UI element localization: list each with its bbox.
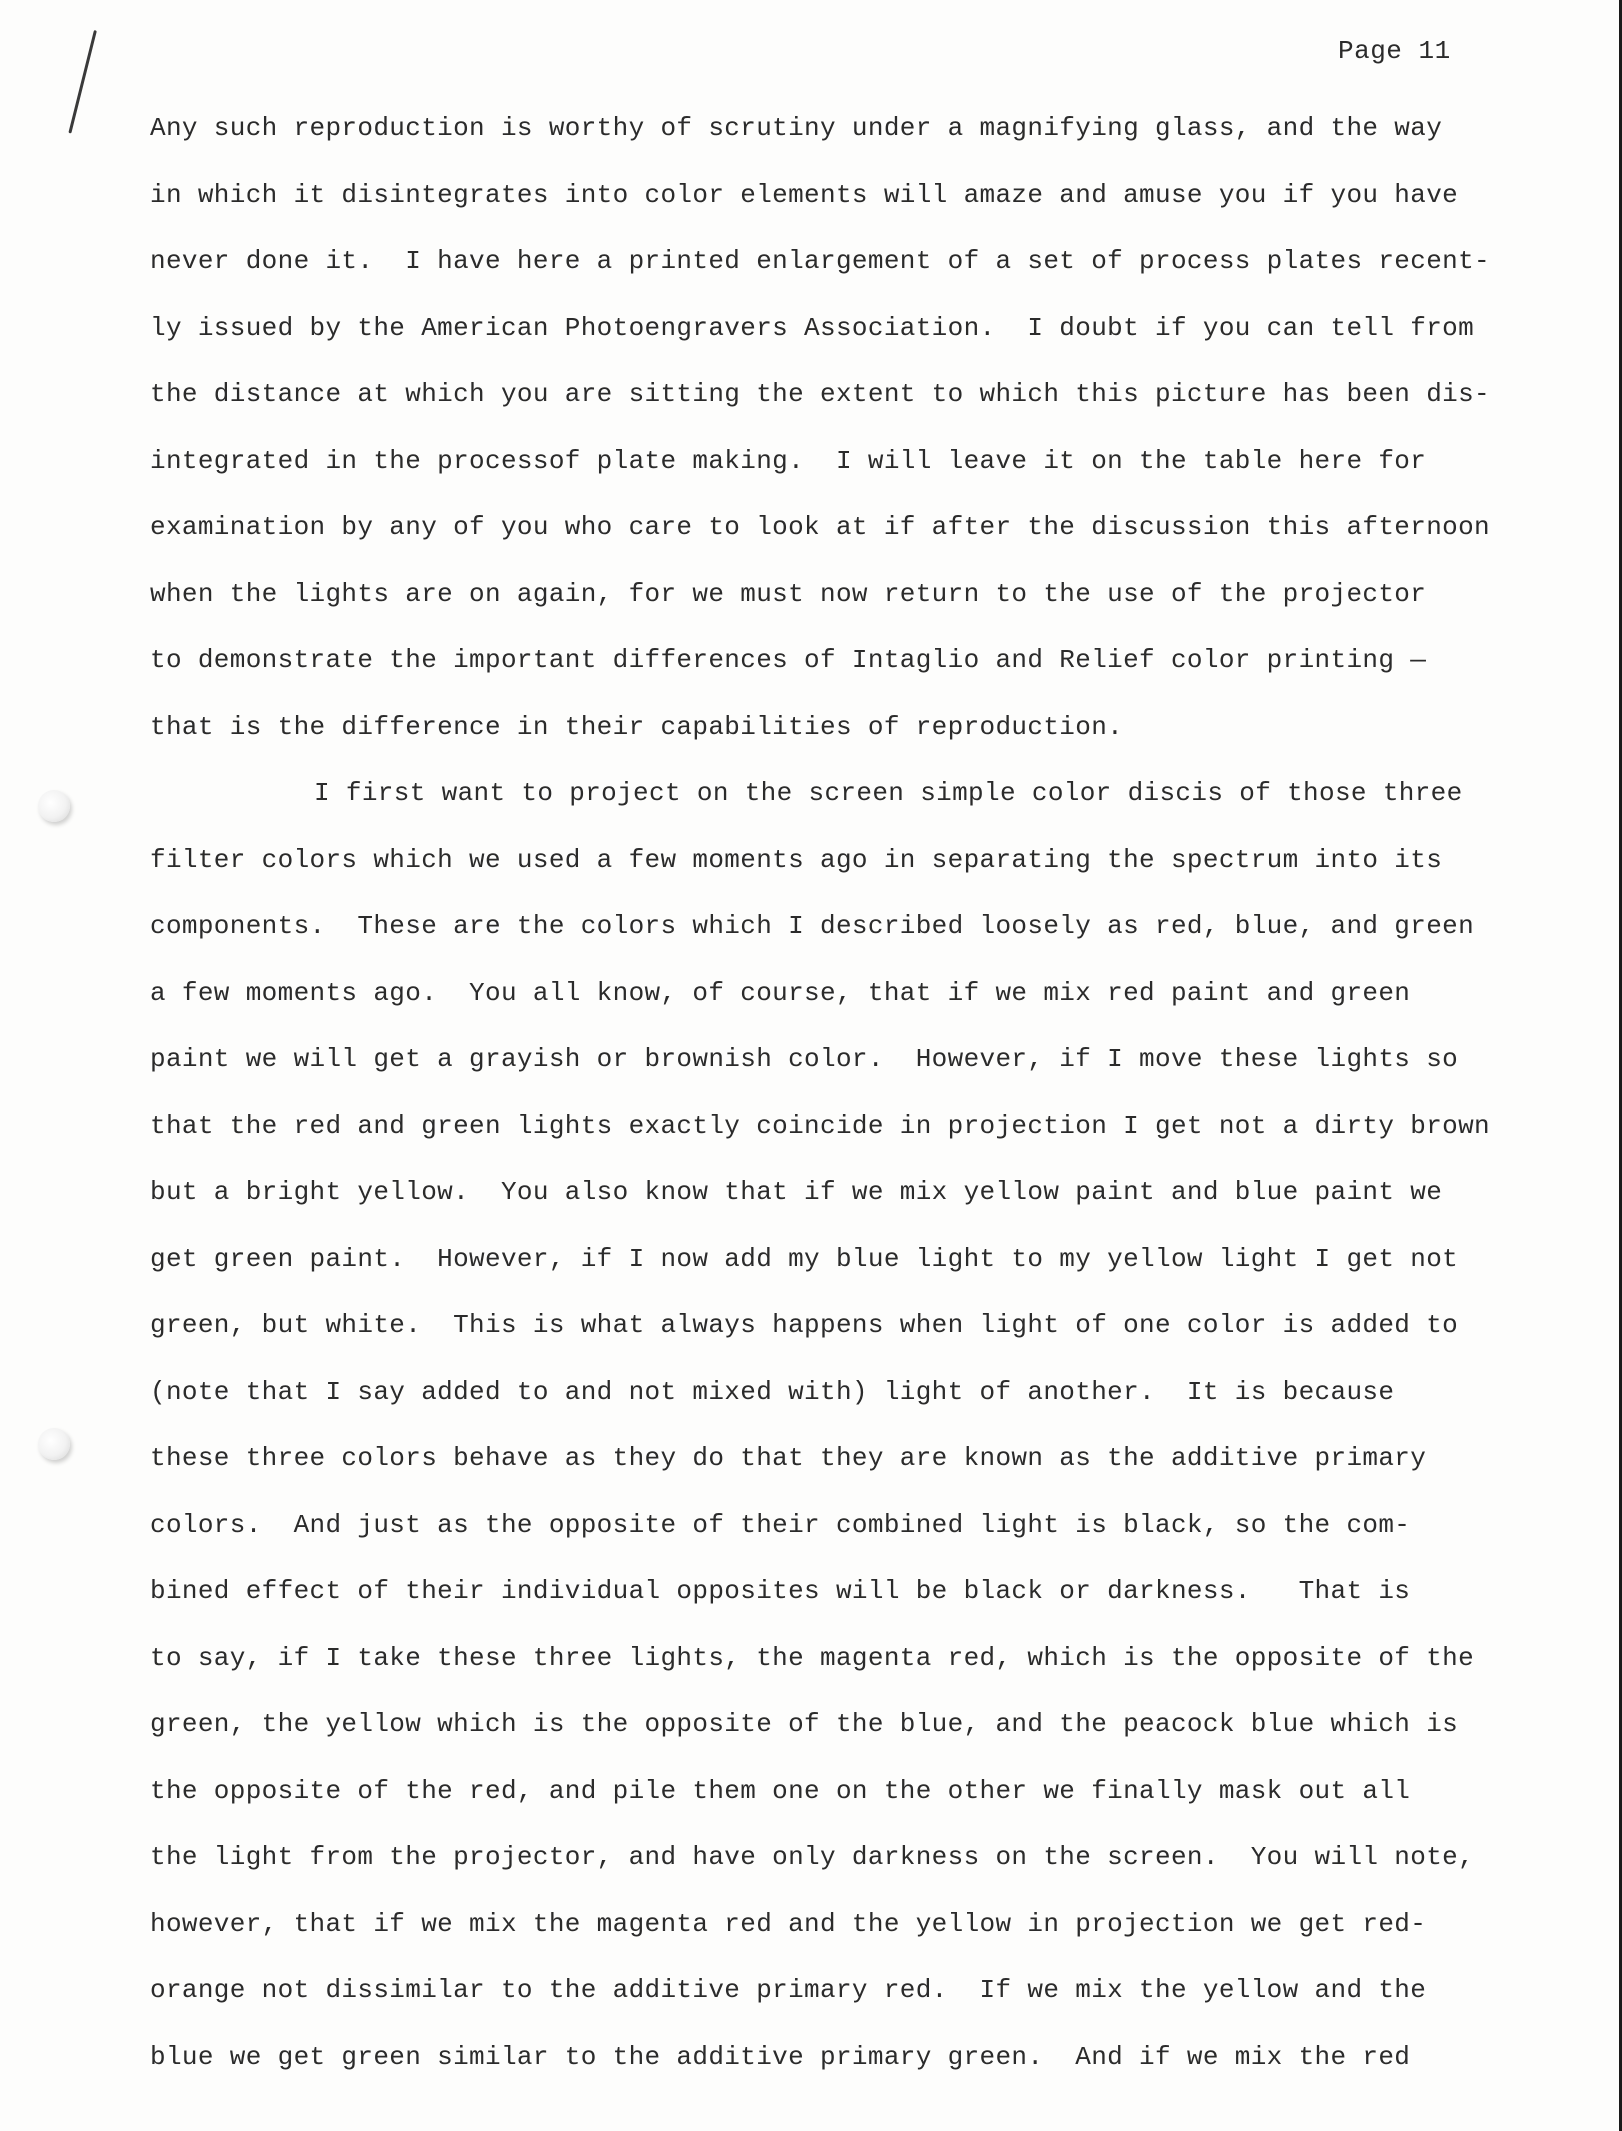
punch-hole-icon: [38, 790, 70, 822]
text-line: get green paint. However, if I now add my blue light to my yellow light I get not: [150, 1243, 1459, 1274]
text-line: Any such reproduction is worthy of scrutiny under a magnifying glass, and the way: [150, 113, 1443, 143]
text-line: a few moments ago. You all know, of course, that if we mix red paint and green: [150, 977, 1411, 1008]
text-line: bined effect of their individual opposites will be black or darkness. That is: [150, 1576, 1411, 1606]
text-line: blue we get green similar to the additive primary green. And if we mix the red: [150, 2041, 1411, 2072]
text-line: to demonstrate the important differences of Intaglio and Relief color printing —: [150, 645, 1427, 675]
text-line: to say, if I take these three lights, the magenta red, which is the opposite of the: [150, 1642, 1475, 1673]
text-line: when the lights are on again, for we must now return to the use of the projector: [150, 578, 1427, 609]
text-line: the opposite of the red, and pile them one on the other we finally mask out all: [150, 1775, 1411, 1806]
text-line: the light from the projector, and have only darkness on the screen. You will note,: [150, 1842, 1475, 1872]
text-line: green, the yellow which is the opposite of the blue, and the peacock blue which is: [150, 1709, 1459, 1739]
text-line: paint we will get a grayish or brownish color. However, if I move these lights so: [150, 1044, 1459, 1074]
text-line: these three colors behave as they do that they are known as the additive primary: [150, 1443, 1427, 1473]
text-line: (note that I say added to and not mixed with) light of another. It is because: [150, 1376, 1395, 1407]
body-text: [150, 95, 1570, 2090]
pencil-margin-mark: [68, 30, 97, 134]
text-line: colors. And just as the opposite of their combined light is black, so the com-: [150, 1509, 1411, 1540]
text-line: the distance at which you are sitting the extent to which this picture has been dis-: [150, 379, 1491, 409]
text-line: green, but white. This is what always happens when light of one color is added to: [150, 1310, 1459, 1340]
page-number: Page 11: [1338, 36, 1451, 66]
text-line: integrated in the processof plate making. I will leave it on the table here for: [150, 445, 1427, 476]
text-line: however, that if we mix the magenta red and the yellow in projection we get red-: [150, 1908, 1427, 1939]
text-line: ly issued by the American Photoengravers Association. I doubt if you can tell from: [150, 312, 1475, 343]
text-line: filter colors which we used a few moments ago in separating the spectrum into its: [150, 844, 1443, 875]
paragraph-start-line: I first want to project on the screen simple color discis of those three: [314, 778, 1463, 808]
text-line: components. These are the colors which I described loosely as red, blue, and green: [150, 911, 1475, 941]
text-line: but a bright yellow. You also know that if we mix yellow paint and blue paint we: [150, 1177, 1443, 1207]
text-line: never done it. I have here a printed enlargement of a set of process plates recent-: [150, 246, 1491, 276]
text-line: in which it disintegrates into color elements will amaze and amuse you if you have: [150, 179, 1459, 210]
punch-hole-icon: [38, 1428, 70, 1460]
text-line: that is the difference in their capabilities of reproduction.: [150, 711, 1124, 742]
text-line: that the red and green lights exactly coincide in projection I get not a dirty brown: [150, 1110, 1491, 1141]
text-line: examination by any of you who care to look at if after the discussion this afternoon: [150, 512, 1491, 542]
text-line: orange not dissimilar to the additive primary red. If we mix the yellow and the: [150, 1975, 1427, 2005]
